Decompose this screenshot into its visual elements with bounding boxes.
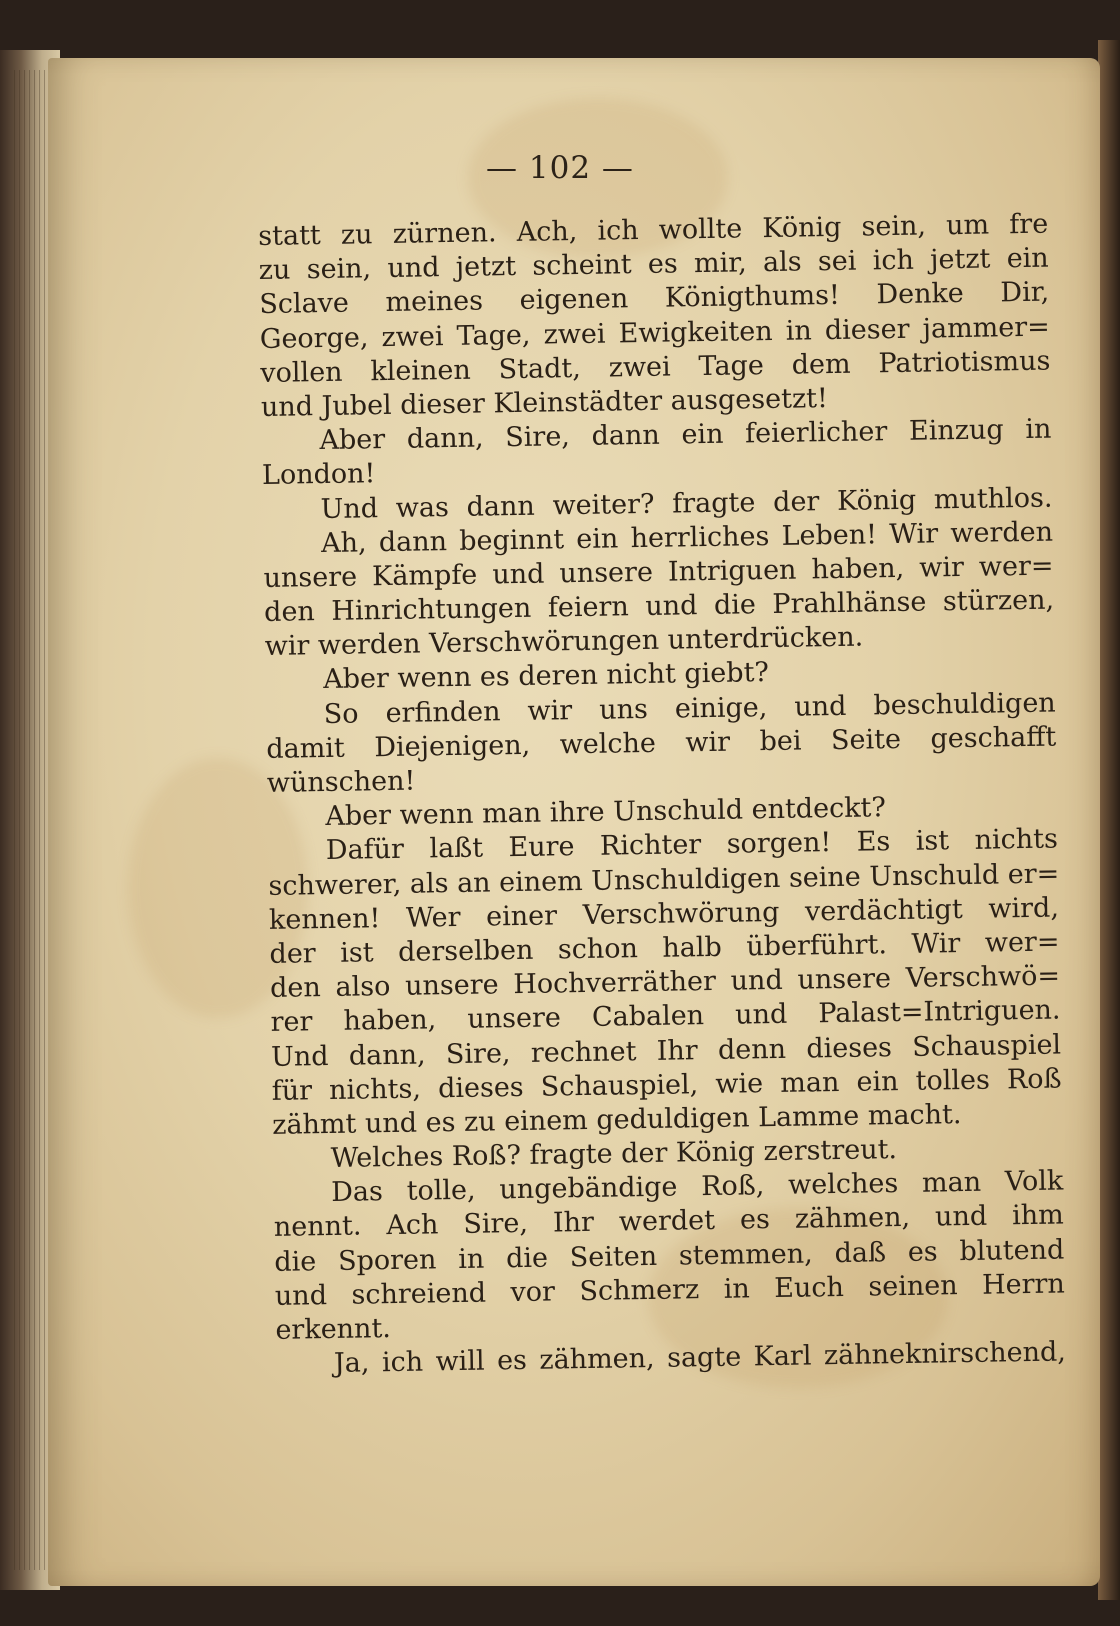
text-line: wir werden Verschwörungen unterdrücken. [264, 621, 864, 663]
text-line: Und was dann weiter? fragte der König muthlos. [320, 482, 1053, 525]
text-line: unsere Kämpfe und unsere Intriguen haben, wir wer= [263, 550, 1054, 594]
text-line: zu sein, und jetzt scheint es mir, als sei ich jetzt ein [258, 242, 1049, 287]
text-line: kennen! Wer einer Verschwörung verdächtigt wird, [268, 892, 1060, 936]
book-cover-edge [1098, 40, 1120, 1600]
text-line: Welches Roß? fragte der König zerstreut. [330, 1134, 898, 1175]
text-line: die Sporen in die Seiten stemmen, daß es blutend [274, 1234, 1065, 1278]
text-line: Sclave meines eigenen Königthums! Denke Dir, [259, 276, 1050, 321]
text-line: vollen kleinen Stadt, zwei Tage dem Patriotismus [260, 345, 1051, 389]
text-line: Und dann, Sire, rechnet Ihr denn dieses Schauspiel [270, 1028, 1062, 1073]
text-line: zähmt und es zu einem geduldigen Lamme macht. [271, 1098, 962, 1141]
text-line: Ah, dann beginnt ein herrliches Leben! Wir werden [320, 516, 1054, 559]
text-line: den also unsere Hochverräther und unsere Verschwö= [269, 960, 1061, 1005]
text-line: für nichts, dieses Schauspiel, wie man ein tolles Roß [271, 1063, 1062, 1107]
text-line: schwerer, als an einem Unschuldigen seine Unschuld er= [268, 858, 1060, 902]
text-line: Aber dann, Sire, dann ein feierlicher Einzug in [319, 413, 1052, 457]
text-line: den Hinrichtungen feiern und die Prahlhänse stürzen, [263, 584, 1055, 629]
text-line: statt zu zürnen. Ach, ich wollte König sein, um fre [258, 208, 1049, 252]
page-number: — 102 — [486, 150, 634, 186]
text-line: London! [261, 458, 376, 492]
text-line: wünschen! [266, 765, 416, 799]
text-line: So erfinden wir uns einige, und beschuldigen [323, 687, 1056, 730]
text-line: rer haben, unsere Cabalen und Palast=Intriguen. [270, 994, 1061, 1039]
text-line: und schreiend vor Schmerz in Euch seinen Herrn [274, 1268, 1066, 1312]
text-line: und Jubel dieser Kleinstädter ausgesetzt! [260, 383, 829, 423]
page-body-text [258, 208, 1066, 1383]
text-line: Das tolle, ungebändige Roß, welches man Volk [331, 1165, 1064, 1209]
text-line: Aber wenn man ihre Unschuld entdeckt? [325, 792, 887, 833]
text-line: Dafür laßt Eure Richter sorgen! Es ist nichts [325, 823, 1059, 867]
text-line: George, zwei Tage, zwei Ewigkeiten in dieser jammer= [259, 311, 1051, 355]
text-line: nennt. Ach Sire, Ihr werdet es zähmen, und ihm [273, 1199, 1064, 1244]
text-line: Ja, ich will es zähmen, sagte Karl zähneknirschend, [333, 1336, 1067, 1380]
text-line: Aber wenn es deren nicht giebt? [322, 657, 770, 696]
text-line: damit Diejenigen, welche wir bei Seite geschafft [266, 721, 1057, 765]
text-line: der ist derselben schon halb überführt. Wir wer= [269, 926, 1060, 970]
text-line: erkennt. [275, 1313, 392, 1346]
